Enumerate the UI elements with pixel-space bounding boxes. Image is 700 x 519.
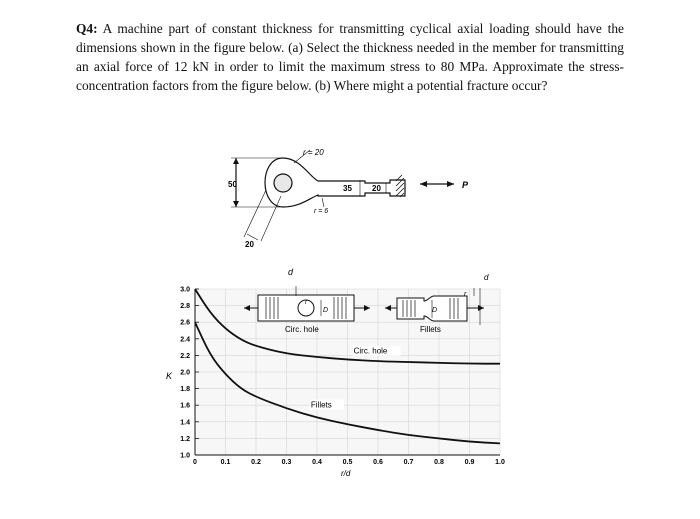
- y-tick-label: 2.6: [180, 319, 190, 327]
- y-tick-label: 3.0: [180, 286, 190, 294]
- inset-fillet-caption: Fillets: [420, 325, 441, 334]
- dim-r-large: r = 20: [303, 148, 324, 157]
- dim-width-20: 20: [372, 184, 381, 193]
- y-tick-label: 1.6: [180, 402, 190, 410]
- x-tick-label: 1.0: [495, 459, 505, 466]
- dim-hole: 20: [245, 240, 254, 249]
- inset-fillet-r: r: [464, 291, 467, 298]
- y-tick-label: 2.4: [180, 336, 190, 344]
- load-label: P: [462, 180, 469, 190]
- inset-fillet-D: D: [432, 307, 438, 314]
- dim-r-small: r = 6: [314, 208, 329, 215]
- part-hole: [274, 174, 292, 192]
- x-tick-label: 0.5: [342, 459, 353, 466]
- x-tick-label: 0.1: [220, 459, 231, 466]
- y-tick-label: 2.0: [180, 369, 190, 377]
- inset-hole-caption: Circ. hole: [285, 325, 319, 334]
- x-axis-label: r/d: [341, 469, 351, 478]
- y-tick-label: 1.0: [180, 452, 190, 460]
- inset-top-d: d: [288, 267, 294, 277]
- y-tick-label: 1.4: [180, 419, 190, 427]
- part-hatch: [396, 175, 404, 197]
- dim-width-35: 35: [343, 184, 352, 193]
- inset-fillet-d: d: [484, 273, 489, 282]
- question-body: A machine part of constant thickness for transmitting cyclical axial loading should have the dimensions shown in the figure below. (a) Select the thickness needed in the member for transmitting an axial force of 12 kN in order to limit the maximum stress to 80 MPa. Approximate the stress-concentration factors from the figure below. (b) Where might a potential fracture occur?: [76, 21, 624, 93]
- dim-height: 50: [228, 180, 237, 189]
- inset-hole-r: r: [305, 300, 307, 306]
- y-tick-label: 2.8: [180, 303, 190, 311]
- question-label: Q4:: [76, 21, 98, 36]
- y-tick-label: 1.8: [180, 386, 190, 394]
- series-label-fillets: Fillets: [310, 400, 332, 410]
- x-tick-label: 0.9: [464, 459, 475, 466]
- x-tick-label: 0.7: [403, 459, 414, 466]
- x-tick-label: 0.8: [434, 459, 444, 466]
- inset-hole-D: D: [323, 307, 329, 314]
- x-tick-label: 0: [193, 459, 197, 466]
- machine-part-figure: [231, 150, 454, 241]
- x-tick-label: 0.3: [281, 459, 292, 466]
- series-label-circ-hole: Circ. hole: [353, 346, 388, 356]
- x-tick-label: 0.6: [373, 459, 383, 466]
- stress-concentration-chart: [166, 267, 505, 478]
- y-axis-label: K: [166, 371, 173, 381]
- x-tick-label: 0.4: [312, 459, 322, 466]
- y-tick-label: 1.2: [180, 435, 190, 443]
- x-tick-label: 0.2: [251, 459, 261, 466]
- y-tick-labels: [180, 287, 190, 460]
- x-tick-labels: [193, 459, 505, 466]
- y-tick-label: 2.2: [180, 352, 190, 360]
